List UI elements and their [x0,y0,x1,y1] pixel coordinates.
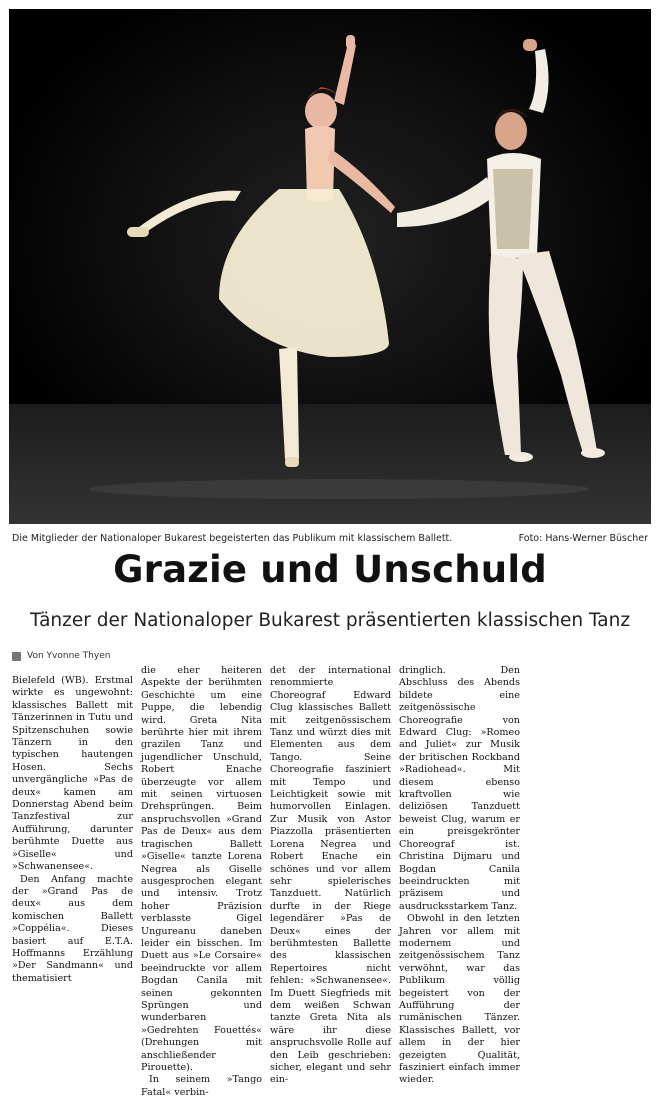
article-subheadline: Tänzer der Nationaloper Bukarest präsentierten klassischen Tanz [29,610,631,631]
byline-author: Von Yvonne Thyen [27,651,111,661]
byline-marker [12,652,21,661]
photo-caption: Die Mitglieder der Nationaloper Bukarest begeisterten das Publikum mit klassischem Ballett. [12,533,453,544]
paragraph: det der international renommierte Choreograf Edward Clug klassisches Ballett mit zeitgenössischem Tanz und würzt dies mit Elementen aus dem Tango. Seine Choreografie fasziniert mit Tempo und Leichtigkeit sowie mit humorvollen Einlagen. Zur Musik von Astor Piazzolla präsentierten Lorena Negrea und Robert Enache ein schönes und vor allem sehr spielerisches Tanzduett. Natürlich durfte in der Riege legendärer »Pas de Deux« eines der berühmtesten Ballette des klassischen Repertoires nicht fehlen: »Schwanensee«. Im Duett Siegfrieds mit dem weißen Schwan tanzte Greta Nita als wäre ihr diese anspruchsvolle Rolle auf den Leib geschrieben: sicher, elegant und sehr ein- [270,665,391,1086]
article-column-4 [399,665,520,1086]
byline [12,651,110,661]
ballet-dancers-illustration [9,9,651,524]
ballet-photo [9,9,651,524]
paragraph: Den Anfang machte der »Grand Pas de deux« aus dem komischen Ballett »Coppélia«. Dieses basiert auf E.T.A. Hoffmanns Erzählung »Der Sandmann« und thematisiert [12,873,133,984]
paragraph: dringlich. Den Abschluss des Abends bildete eine zeitgenössische Choreografie von Edward Clug: »Romeo and Juliet« zur Musik der britischen Rockband »Radiohead«. Mit diesem ebenso kraftvollen wie deliziösen Tanzduett beweist Clug, warum er ein preisgekrönter Choreograf ist. Christina Dijmaru und Bogdan Canila beeindruckten mit präzisem und ausdrucksstarkem Tanz. [399,665,520,912]
article-column-3 [270,665,391,1086]
article-body [12,665,648,1098]
paragraph: Bielefeld (WB). Erstmal wirkte es ungewohnt: klassisches Ballett mit Tänzerinnen in Tutu und Spitzenschuhen sowie Tänzern in den typischen hautengen Hosen. Sechs unvergängliche »Pas de deux« kamen am Donnerstag Abend beim Tanzfestival zur Aufführung, darunter berühmte Duette aus »Giselle« und »Schwanensee«. [12,675,133,873]
paragraph: die eher heiteren Aspekte der berühmten Geschichte um eine Puppe, die lebendig wird. Greta Nita berührte hier mit ihrem grazilen Tanz und jugendlicher Unschuld, Robert Enache überzeugte vor allem mit seinen virtuosen Drehsprüngen. Beim anspruchsvollen »Grand Pas de Deux« aus dem tragischen Ballett »Giselle« tanzte Lorena Negrea als Giselle ausgesprochen elegant und intensiv. Trotz hoher Präzision verblasste Gigel Ungureanu daneben leider ein bisschen. Im Duett aus »Le Corsaire« beeindruckte vor allem Bogdan Canila mit seinen gekonnten Sprüngen und wunderbaren »Gedrehten Fouettés« (Drehungen mit anschließender Pirouette). [141,665,262,1073]
article-column-1 [12,665,133,984]
article-column-2 [141,665,262,1098]
article-headline: Grazie und Unschuld [113,548,547,591]
photo-caption-row [12,533,648,544]
paragraph: Obwohl in den letzten Jahren vor allem mit modernem und zeitgenössischem Tanz verwöhnt, war das Publikum völlig begeistert von der Aufführung der rumänischen Tänzer. Klassisches Ballett, vor allem in der hier gezeigten Qualität, fasziniert einfach immer wieder. [399,913,520,1086]
photo-credit: Foto: Hans-Werner Büscher [518,533,648,544]
paragraph: In seinem »Tango Fatal« verbin- [141,1074,262,1098]
